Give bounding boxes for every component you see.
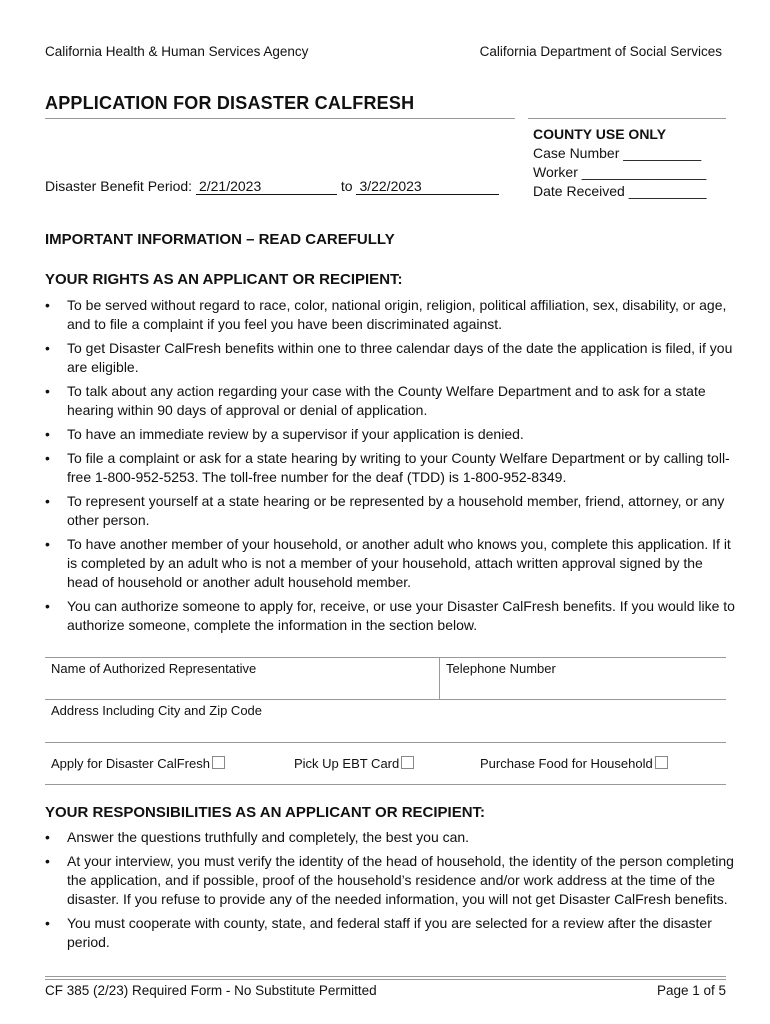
purchase-label: Purchase Food for Household: [480, 756, 653, 771]
footer-divider: [45, 976, 726, 977]
pickup-option: [294, 756, 414, 771]
title-divider: [45, 118, 515, 119]
purchase-option: [480, 756, 668, 771]
page-number: Page 1 of 5: [656, 983, 726, 998]
date-received-field: Date Received __________: [533, 183, 707, 199]
rep-form-top-rule: [45, 657, 726, 658]
benefit-period-start: 2/21/2023: [196, 179, 337, 195]
rights-list: [45, 296, 735, 640]
list-item: • To represent yourself at a state hearing or be represented by a household member, friend, attorney, or any other person.: [45, 493, 725, 528]
apply-checkbox[interactable]: [212, 756, 225, 769]
benefit-period-end: 3/22/2023: [356, 179, 499, 195]
list-item: • You can authorize someone to apply for, receive, or use your Disaster CalFresh benefits. If you would like to authorize someone, complete the information in the section below.: [45, 598, 735, 633]
agency-name-right: California Department of Social Services: [479, 44, 722, 59]
list-item: • To have another member of your household, or another adult who knows you, complete this application. If it is completed by an adult who is not a member of your household, attach written approval signed by the head of household or another adult household member.: [45, 536, 731, 590]
rep-phone-field[interactable]: Telephone Number: [446, 661, 556, 676]
form-id: CF 385 (2/23) Required Form - No Substitute Permitted: [45, 983, 377, 998]
county-divider: [528, 118, 726, 119]
benefit-period-label: Disaster Benefit Period:: [45, 178, 193, 194]
county-use-title: COUNTY USE ONLY: [533, 126, 667, 142]
list-item: • To talk about any action regarding your case with the County Welfare Department and to ask for a state hearing within 90 days of approval or denial of application.: [45, 383, 706, 418]
footer-divider: [45, 979, 726, 980]
rep-form-rule: [45, 699, 726, 700]
rep-address-field[interactable]: Address Including City and Zip Code: [51, 703, 263, 718]
list-item: • At your interview, you must verify the identity of the head of household, the identity of the person completing the application, and if possible, proof of the household’s residence and/or work address at the time of the disaster. If you refuse to provide any of the needed information, you will not get Disaster CalFresh benefits.: [45, 853, 734, 907]
list-item: • To file a complaint or ask for a state hearing by writing to your County Welfare Department or by calling toll-free 1-800-952-5253. The toll-free number for the deaf (TDD) is 1-800-952-8349.: [45, 450, 730, 485]
apply-label: Apply for Disaster CalFresh: [51, 756, 210, 771]
case-number-field: Case Number __________: [533, 145, 702, 161]
responsibilities-heading: YOUR RESPONSIBILITIES AS AN APPLICANT OR RECIPIENT:: [45, 804, 486, 821]
list-item: • To be served without regard to race, color, national origin, religion, political affiliation, sex, disability, or age, and to file a complaint if you feel you have been discriminated against.: [45, 297, 727, 332]
important-heading: IMPORTANT INFORMATION – READ CAREFULLY: [45, 231, 395, 248]
form-title: APPLICATION FOR DISASTER CALFRESH: [45, 93, 415, 113]
worker-field: Worker ________________: [533, 164, 707, 180]
county-use-box: [533, 125, 733, 201]
pickup-label: Pick Up EBT Card: [294, 756, 400, 771]
rights-heading: YOUR RIGHTS AS AN APPLICANT OR RECIPIENT:: [45, 271, 403, 288]
rep-form-rule: [45, 742, 726, 743]
pickup-checkbox[interactable]: [401, 756, 414, 769]
benefit-period: [45, 178, 499, 195]
rep-form-divider: [439, 657, 440, 699]
rep-name-field[interactable]: Name of Authorized Representative: [51, 661, 257, 676]
rep-form-bottom-rule: [45, 784, 726, 785]
list-item: • To have an immediate review by a supervisor if your application is denied.: [45, 426, 524, 442]
benefit-period-to: to: [340, 178, 353, 194]
purchase-checkbox[interactable]: [655, 756, 668, 769]
list-item: • You must cooperate with county, state, and federal staff if you are selected for a review after the disaster period.: [45, 915, 712, 950]
apply-option: [51, 756, 225, 771]
agency-name-left: California Health & Human Services Agency: [45, 44, 309, 59]
list-item: • Answer the questions truthfully and completely, the best you can.: [45, 829, 470, 845]
responsibilities-list: [45, 828, 735, 957]
list-item: • To get Disaster CalFresh benefits within one to three calendar days of the date the application is filed, if you are eligible.: [45, 340, 733, 375]
